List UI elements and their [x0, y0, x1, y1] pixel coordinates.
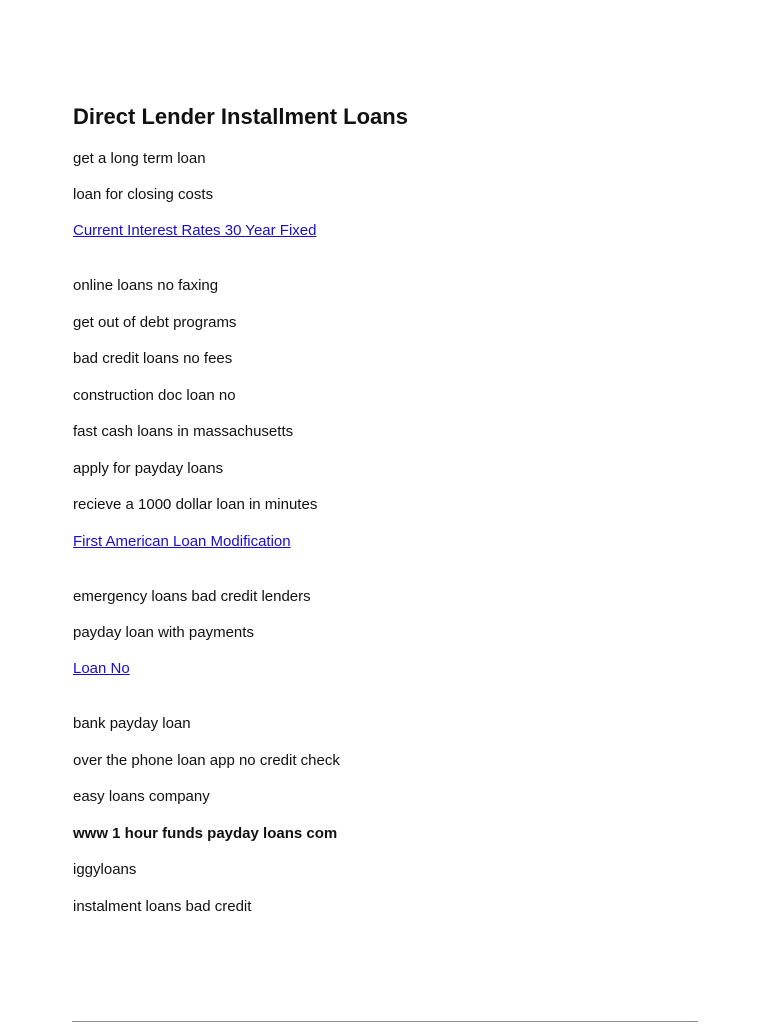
list-item: iggyloans: [73, 861, 137, 878]
footer-divider: [72, 1021, 698, 1022]
page-title: Direct Lender Installment Loans: [73, 104, 408, 129]
list-item: get out of debt programs: [73, 314, 237, 331]
list-item: recieve a 1000 dollar loan in minutes: [73, 496, 318, 513]
list-item: bank payday loan: [73, 715, 191, 732]
link-first-american-loan-modification[interactable]: First American Loan Modification: [73, 533, 291, 550]
link-current-interest-rates[interactable]: Current Interest Rates 30 Year Fixed: [73, 222, 317, 239]
list-item: loan for closing costs: [73, 186, 214, 203]
list-item: fast cash loans in massachusetts: [73, 423, 294, 440]
list-item: emergency loans bad credit lenders: [73, 588, 311, 605]
list-item: online loans no faxing: [73, 277, 219, 294]
link-loan-no[interactable]: Loan No: [73, 660, 130, 677]
list-item: bad credit loans no fees: [73, 350, 233, 367]
list-item: www 1 hour funds payday loans com: [73, 825, 338, 842]
list-item: easy loans company: [73, 788, 210, 805]
list-item: apply for payday loans: [73, 460, 224, 477]
list-item: payday loan with payments: [73, 624, 254, 641]
list-item: construction doc loan no: [73, 387, 236, 404]
list-item: instalment loans bad credit: [73, 898, 252, 915]
list-item: get a long term loan: [73, 150, 206, 167]
list-item: over the phone loan app no credit check: [73, 752, 340, 769]
